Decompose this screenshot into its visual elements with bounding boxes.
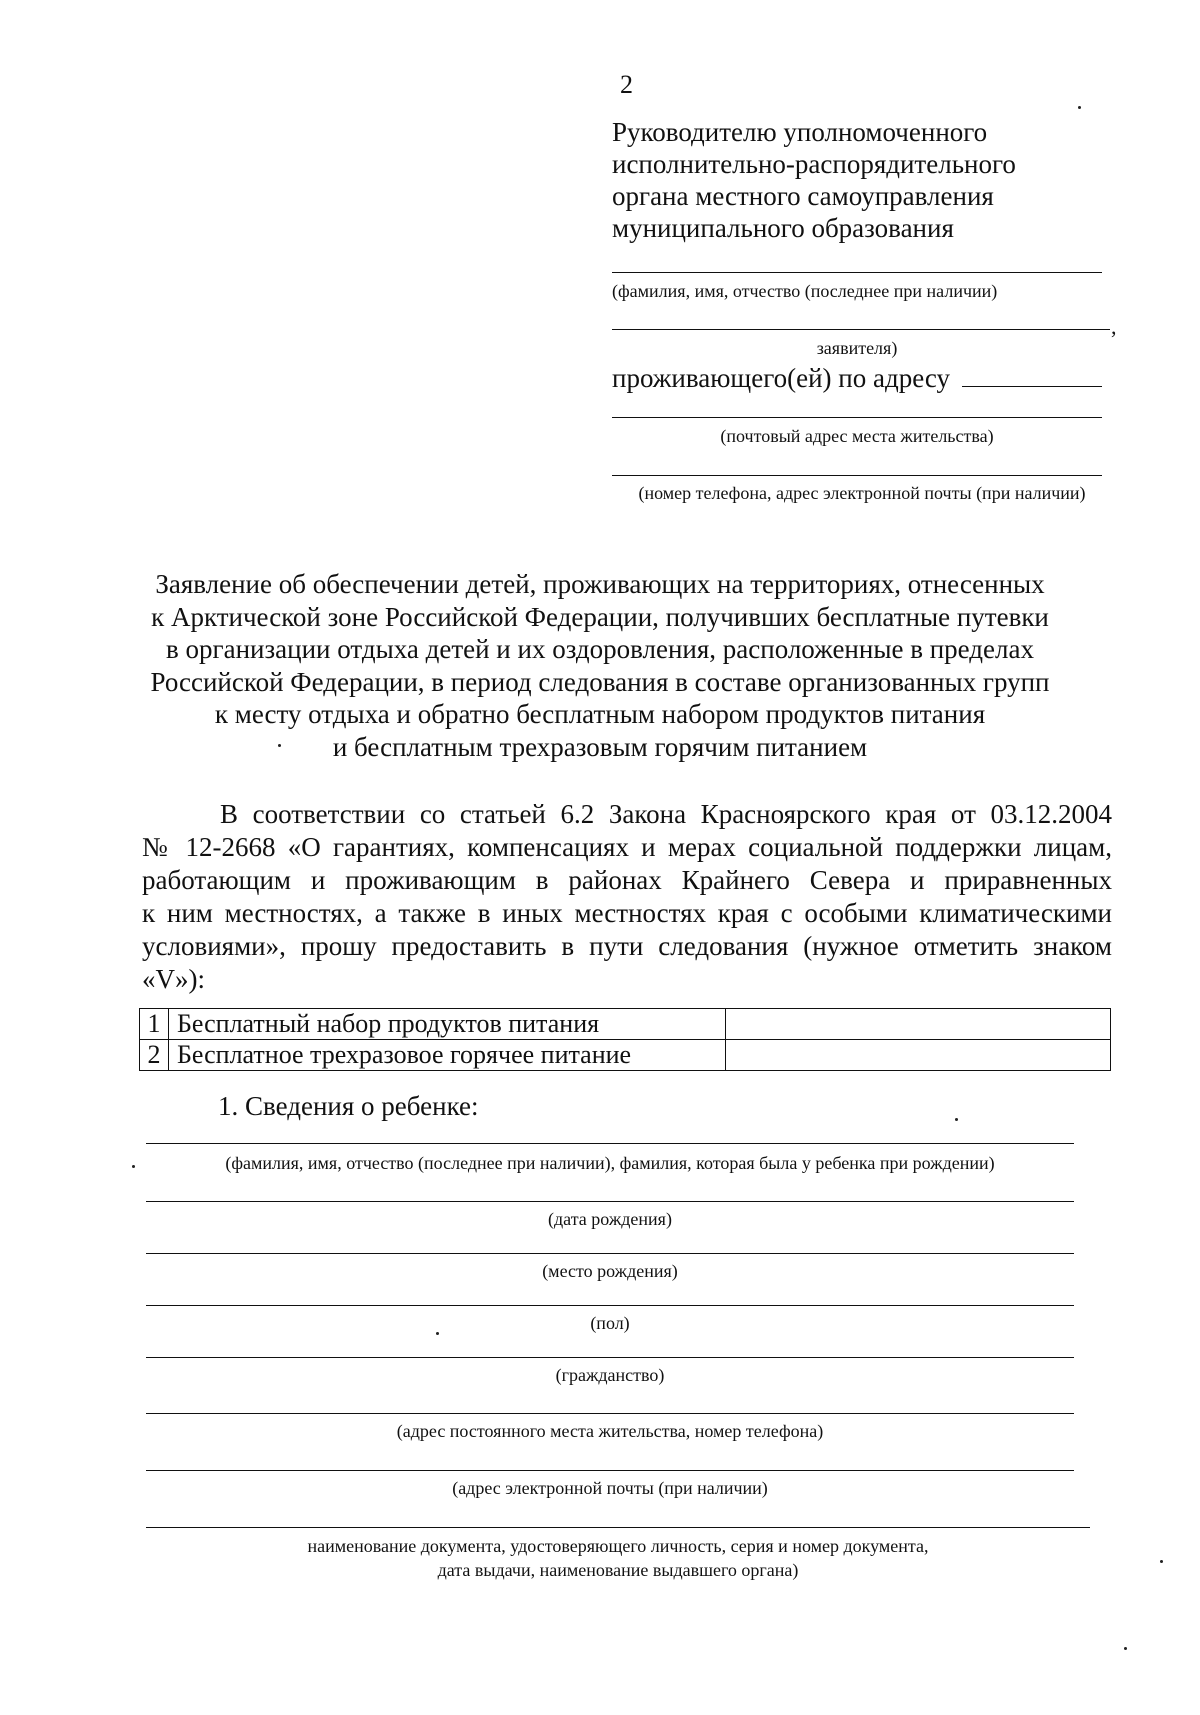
citizenship-blank-line[interactable] xyxy=(146,1357,1074,1358)
child-address-blank-line[interactable] xyxy=(146,1413,1074,1414)
caption-postal: (почтовый адрес места жительства) xyxy=(720,426,994,446)
caption-child-fio: (фамилия, имя, отчество (последнее при наличии), фамилия, которая была у ребенка при рождении) xyxy=(225,1153,995,1173)
scan-speck xyxy=(436,1332,439,1335)
caption-contacts: (номер телефона, адрес электронной почты (при наличии) xyxy=(638,483,1086,503)
scan-speck xyxy=(278,744,281,747)
body-line: работающим и проживающим в районах Крайнего Севера и приравненных xyxy=(142,865,1112,895)
address-blank-line-2[interactable] xyxy=(612,417,1102,418)
options-table xyxy=(139,1008,1111,1071)
table-row xyxy=(140,1009,1111,1040)
caption-citizenship: (гражданство) xyxy=(555,1365,665,1385)
section-title: 1. Сведения о ребенке: xyxy=(218,1091,479,1121)
birth-place-blank-line[interactable] xyxy=(146,1253,1074,1254)
addressee-line-1: Руководителю уполномоченного xyxy=(612,117,988,147)
option-number: 2 xyxy=(140,1040,169,1071)
title-line: и бесплатным трехразовым горячим питанием xyxy=(332,731,868,762)
caption-birth-place: (место рождения) xyxy=(542,1261,678,1281)
body-line: к ним местностях, а также в иных местностях края с особыми климатическими xyxy=(142,898,1112,928)
addressee-line-4: муниципального образования xyxy=(612,213,954,243)
child-fio-blank-line[interactable] xyxy=(146,1143,1074,1144)
body-line: В соответствии со статьей 6.2 Закона Красноярского края от 03.12.2004 xyxy=(220,799,1112,829)
caption-id-document-line-1: наименование документа, удостоверяющего личность, серия и номер документа, xyxy=(307,1536,929,1556)
scan-speck xyxy=(1124,1647,1127,1650)
addressee-line-3: органа местного самоуправления xyxy=(612,181,994,211)
scan-speck xyxy=(1160,1560,1163,1563)
title-line: к Арктической зоне Российской Федерации, получивших бесплатные путевки xyxy=(151,601,1049,632)
option-number: 1 xyxy=(140,1009,169,1040)
title-line: к месту отдыха и обратно бесплатным набором продуктов питания xyxy=(214,699,986,729)
title-line: в организации отдыха детей и их оздоровления, расположенные в пределах xyxy=(166,634,1034,664)
body-line: «V»): xyxy=(142,964,205,994)
title-line: Заявление об обеспечении детей, проживающих на территориях, отнесенных xyxy=(155,569,1045,599)
contacts-blank-line[interactable] xyxy=(612,475,1102,476)
addressee-line-2: исполнительно-распорядительного xyxy=(612,149,1016,179)
caption-child-address: (адрес постоянного места жительства, номер телефона) xyxy=(396,1421,824,1441)
scan-speck xyxy=(132,1165,135,1168)
address-blank-line-1[interactable] xyxy=(962,386,1102,387)
body-paragraph xyxy=(142,798,1112,996)
applicant-blank-line[interactable] xyxy=(612,329,1110,330)
body-line: № 12-2668 «О гарантиях, компенсациях и мерах социальной поддержки лицам, xyxy=(142,832,1112,862)
table-row xyxy=(140,1040,1111,1071)
caption-child-email: (адрес электронной почты (при наличии) xyxy=(452,1478,768,1498)
fio-blank-line[interactable] xyxy=(612,272,1102,273)
caption-applicant: заявителя) xyxy=(816,338,898,358)
title-line: Российской Федерации, в период следования в составе организованных групп xyxy=(150,666,1050,697)
child-email-blank-line[interactable] xyxy=(146,1470,1074,1471)
option-mark-cell[interactable] xyxy=(726,1040,1111,1071)
scan-speck xyxy=(955,1118,958,1121)
sex-blank-line[interactable] xyxy=(146,1305,1074,1306)
birth-date-blank-line[interactable] xyxy=(146,1201,1074,1202)
id-document-blank-line[interactable] xyxy=(146,1527,1090,1528)
caption-fio: (фамилия, имя, отчество (последнее при наличии) xyxy=(612,281,998,301)
page-number: 2 xyxy=(620,70,633,99)
body-line: условиями», прошу предоставить в пути следования (нужное отметить знаком xyxy=(142,931,1112,961)
scan-speck xyxy=(1078,106,1081,109)
caption-birth-date: (дата рождения) xyxy=(548,1209,672,1229)
residing-label: проживающего(ей) по адресу xyxy=(612,363,950,393)
option-label: Бесплатное трехразовое горячее питание xyxy=(169,1040,726,1071)
caption-sex: (пол) xyxy=(590,1313,630,1333)
document-title xyxy=(100,568,1100,763)
option-label: Бесплатный набор продуктов питания xyxy=(169,1009,726,1040)
caption-id-document-line-2: дата выдачи, наименование выдавшего органа) xyxy=(437,1560,799,1580)
option-mark-cell[interactable] xyxy=(726,1009,1111,1040)
comma: , xyxy=(1111,314,1117,339)
